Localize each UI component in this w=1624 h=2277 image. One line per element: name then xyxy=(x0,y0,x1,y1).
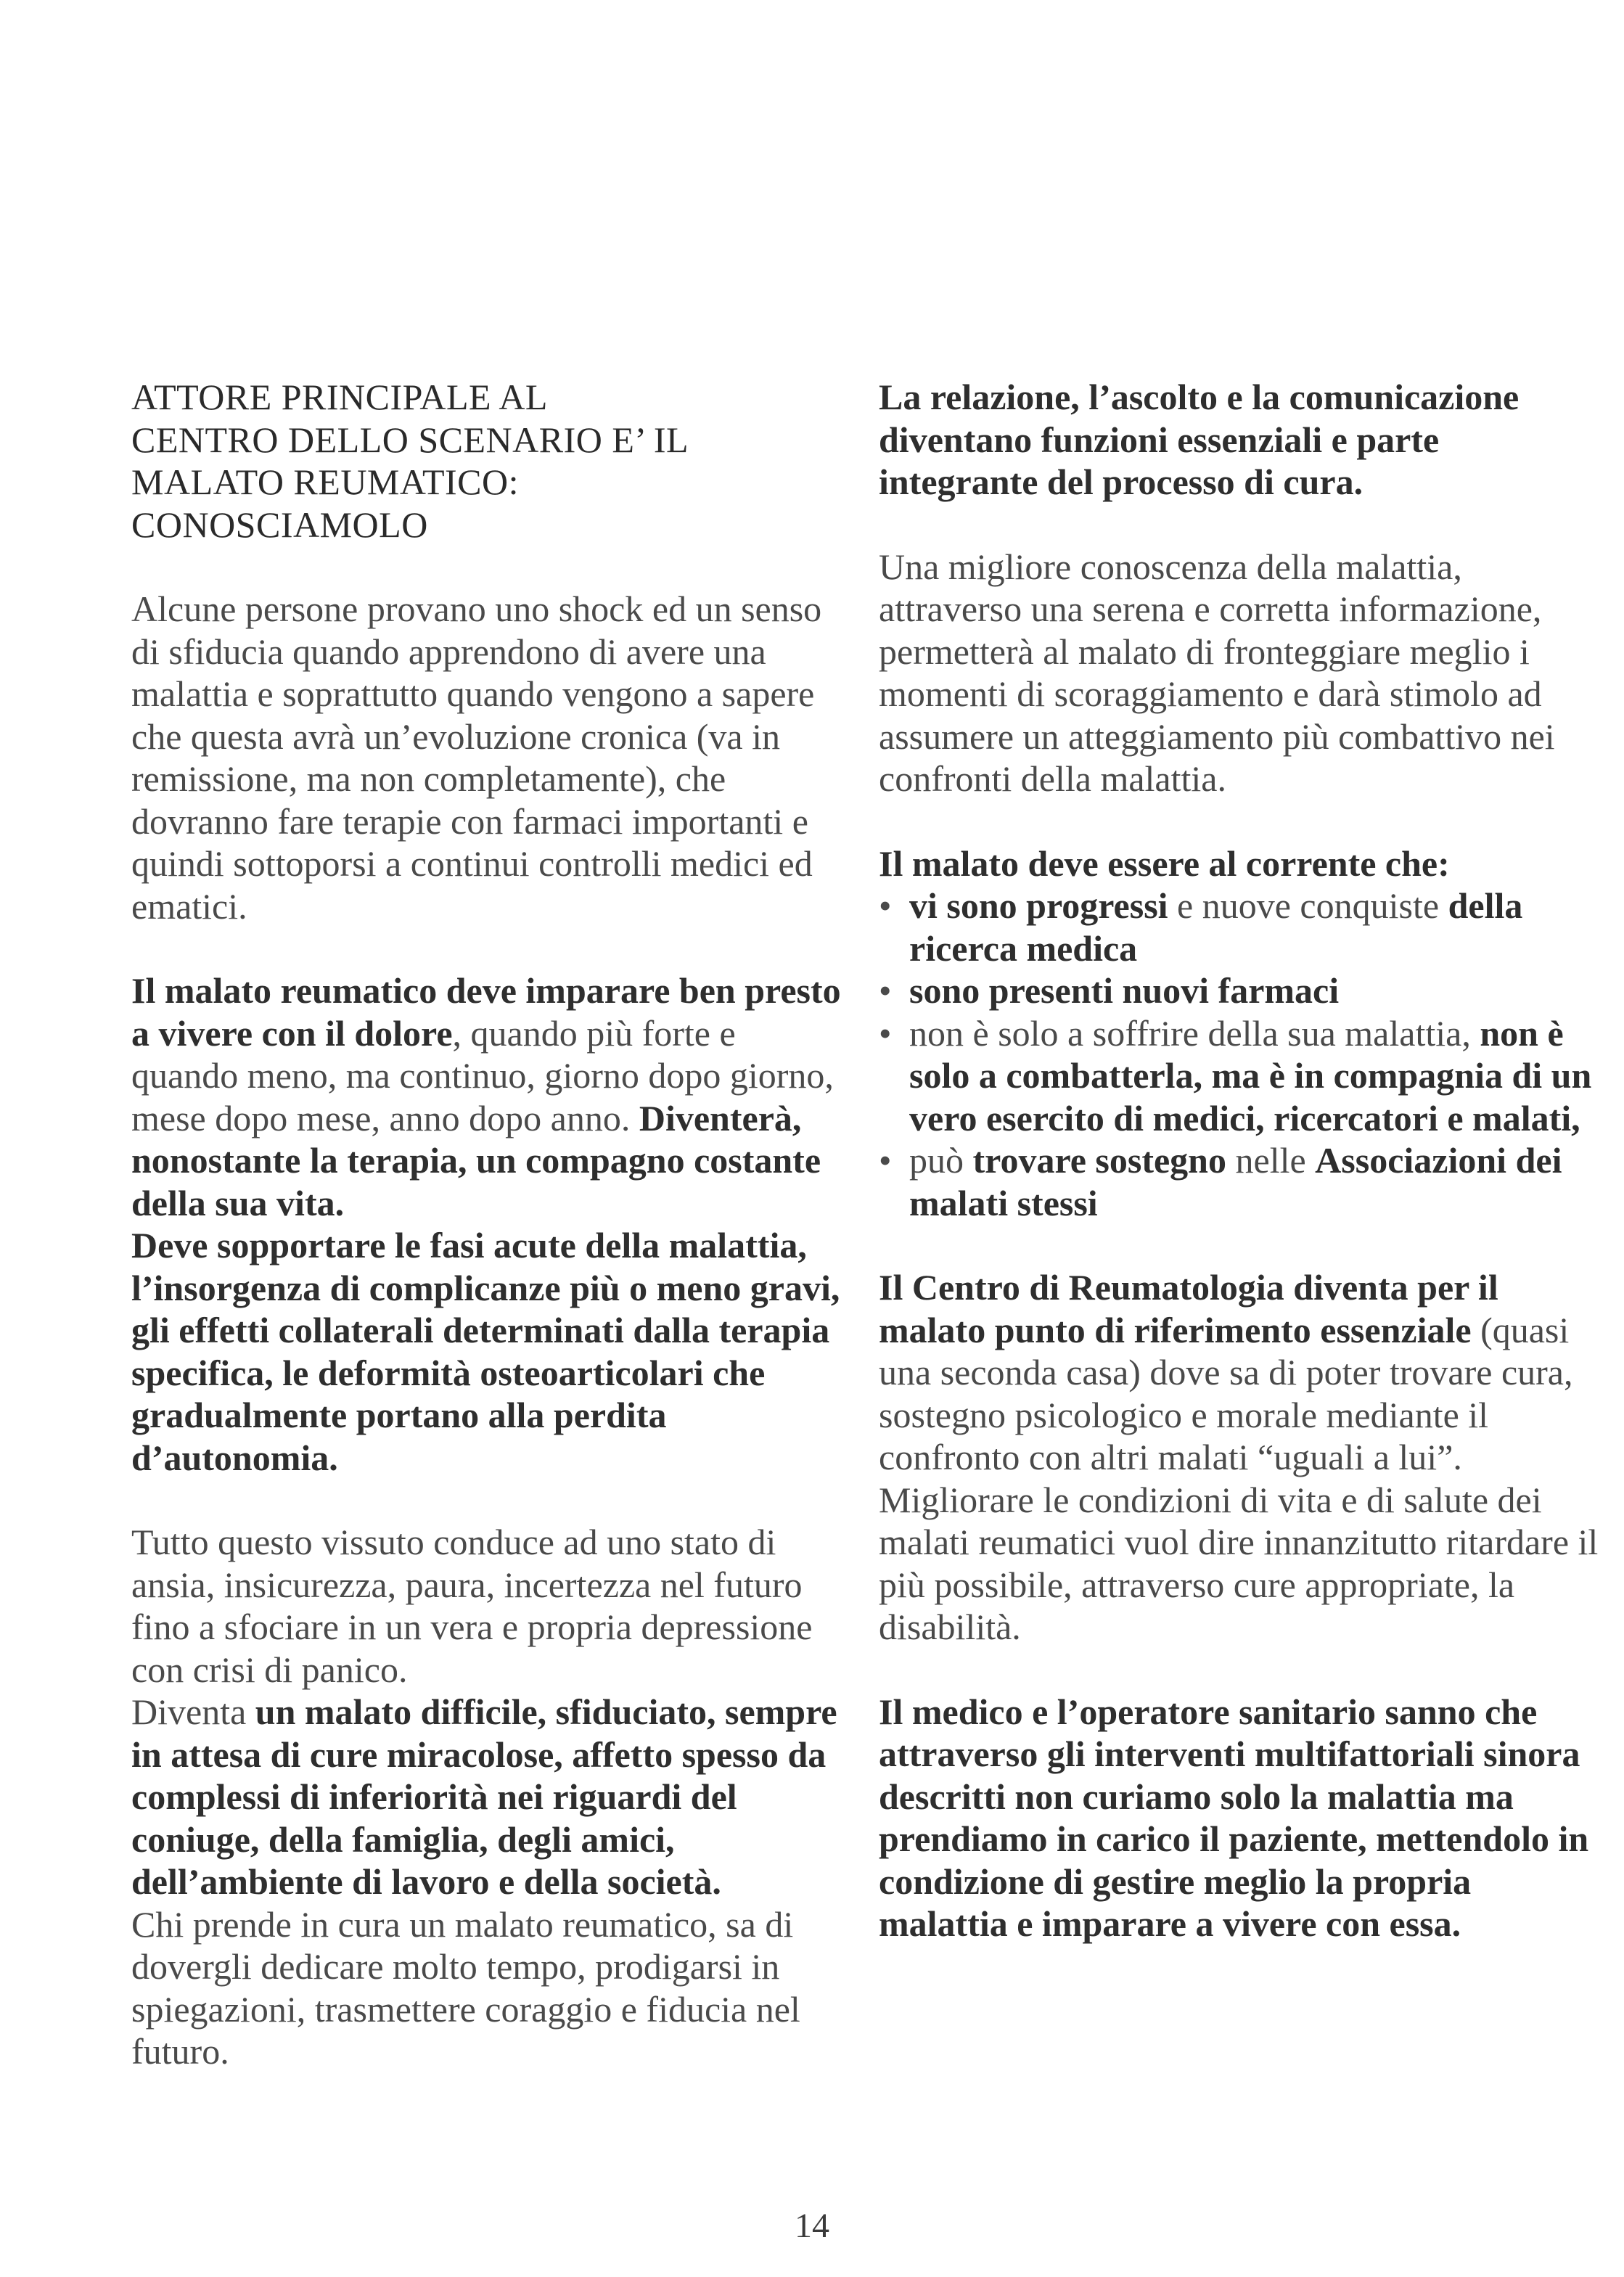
knowledge-paragraph: Una migliore conoscenza della malattia, attraverso una serena e corretta informazione, permetterà al malato di fronteggiare meglio i momenti di scoraggiamento e darà stimolo ad assumere un atteggiamento più combattivo nei confronti della malattia. xyxy=(879,546,1555,799)
bold-text: Associazioni dei malati stessi xyxy=(909,1140,1562,1223)
body-text: Chi prende in cura un malato reumatico, sa di dovergli dedicare molto tempo, prodigarsi in spiegazioni, trasmettere coraggio e fiducia nel futuro. xyxy=(131,1903,800,2072)
bold-text: della ricerca medica xyxy=(909,885,1523,969)
closing-paragraph: Il medico e l’operatore sanitario sanno che attraverso gli interventi multifattoriali sinora descritti non curiamo solo la malattia ma prendiamo in carico il paziente, mettendolo in condizione di gestire meglio la propria malattia e imparare a vivere con essa. xyxy=(879,1691,1589,1944)
centre-paragraph xyxy=(879,1266,1604,1649)
body-text: Migliorare le condizioni di vita e di salute dei malati reumatici vuol dire innanzitutto ritardare il più possibile, attraverso cure appropriate, la disabilità. xyxy=(879,1479,1599,1647)
heading-line: ATTORE PRINCIPALE AL xyxy=(131,377,548,417)
anxiety-paragraph xyxy=(131,1521,842,2073)
right-column xyxy=(879,376,1604,1945)
body-text: non è solo a soffrire della sua malattia, xyxy=(909,1012,1480,1054)
pain-paragraph xyxy=(131,969,842,1479)
body-text: può xyxy=(909,1140,973,1181)
relation-paragraph: La relazione, l’ascolto e la comunicazione diventano funzioni essenziali e parte integrante del processo di cura. xyxy=(879,377,1520,502)
bullet-icon: • xyxy=(879,885,892,926)
heading-line: CENTRO DELLO SCENARIO E’ IL xyxy=(131,419,689,460)
body-text: Diventa xyxy=(131,1691,255,1732)
intro-paragraph: Alcune persone provano uno shock ed un senso di sfiducia quando apprendono di avere una malattia e soprattutto quando vengono a sapere che questa avrà un’evoluzione cronica (va in remissione, ma non completamente), che dovranno fare terapie con farmaci importanti e quindi sottoporsi a continui controlli medici ed ematici. xyxy=(131,588,822,927)
body-text: , quando più forte e quando meno, ma continuo, giorno dopo giorno, mese dopo mese, anno dopo anno. xyxy=(131,1012,834,1138)
list-item xyxy=(879,885,1604,969)
list-item xyxy=(879,1139,1604,1224)
bold-text: vi sono progressi xyxy=(909,885,1168,926)
page-number: 14 xyxy=(795,2207,829,2245)
bullet-icon: • xyxy=(879,970,892,1011)
bold-text: Il malato reumatico deve imparare ben presto a vivere con il dolore xyxy=(131,970,841,1054)
list-item xyxy=(879,969,1604,1012)
bullet-list xyxy=(879,885,1604,1224)
bold-text: Deve sopportare le fasi acute della malattia, l’insorgenza di complicanze più o meno gravi, gli effetti collaterali determinati dalla terapia specifica, le deformità osteoarticolari che gradualmente portano alla perdita d’autonomia. xyxy=(131,1225,840,1478)
body-text: (quasi una seconda casa) dove sa di poter trovare cura, sostegno psicologico e morale mediante il confronto con altri malati “uguali a lui”. xyxy=(879,1309,1573,1477)
body-text: Tutto questo vissuto conduce ad uno stato di ansia, insicurezza, paura, incertezza nel futuro fino a sfociare in un vera e propria depressione con crisi di panico. xyxy=(131,1522,813,1690)
list-item xyxy=(879,1012,1604,1140)
body-text: e nuove conquiste xyxy=(1168,885,1448,926)
body-text: nelle xyxy=(1226,1140,1316,1181)
heading-line: MALATO REUMATICO: xyxy=(131,461,519,502)
bold-text: non è solo a combatterla, ma è in compagnia di un vero esercito di medici, ricercatori e malati, xyxy=(909,1012,1592,1138)
bold-text: trovare sostegno xyxy=(972,1140,1226,1181)
bold-text: Il Centro di Reumatologia diventa per il malato punto di riferimento essenziale xyxy=(879,1267,1498,1350)
bullet-icon: • xyxy=(879,1140,892,1181)
bold-text: sono presenti nuovi farmaci xyxy=(909,970,1340,1011)
bullet-icon: • xyxy=(879,1012,892,1054)
bold-text: un malato difficile, sfiduciato, sempre in attesa di cure miracolose, affetto spesso da complessi di inferiorità nei riguardi del coniuge, della famiglia, degli amici, dell’ambiente di lavoro e della società. xyxy=(131,1691,837,1902)
section-heading xyxy=(131,376,842,546)
bold-text: Diventerà, nonostante la terapia, un compagno costante della sua vita. xyxy=(131,1097,821,1223)
heading-line: CONOSCIAMOLO xyxy=(131,504,428,545)
list-intro: Il malato deve essere al corrente che: xyxy=(879,842,1450,884)
left-column xyxy=(131,376,842,2073)
